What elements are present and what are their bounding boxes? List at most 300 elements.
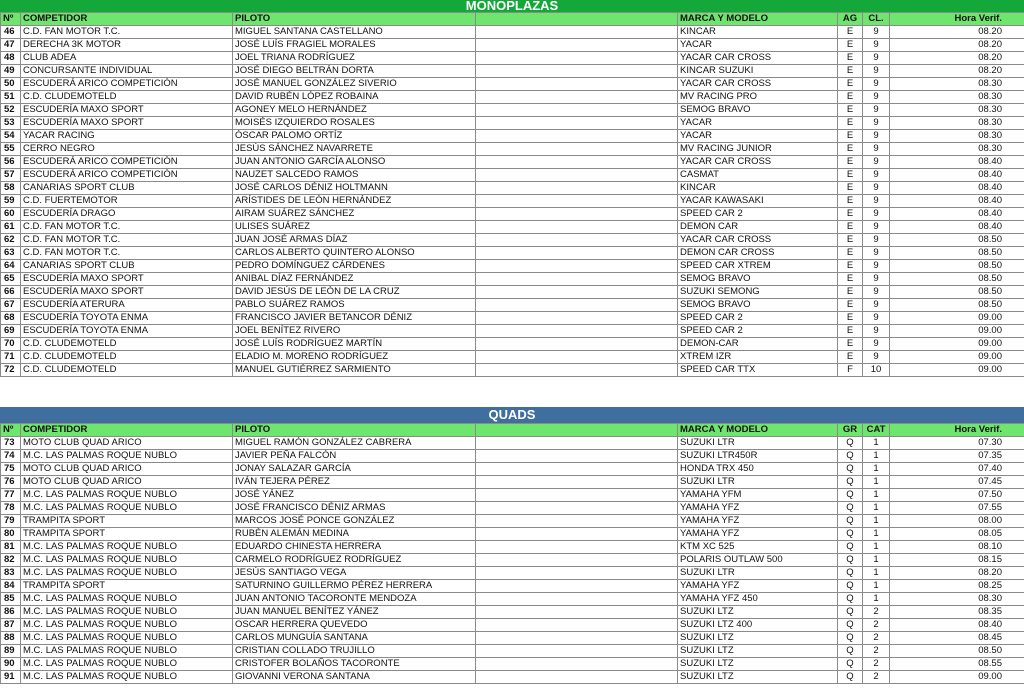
table-row: [1, 182, 1024, 195]
cell-marca: KTM XC 525: [678, 541, 838, 554]
cell-piloto: JUAN JOSÉ ARMAS DÍAZ: [233, 234, 476, 247]
cell-number: 62: [1, 234, 21, 247]
cell-piloto: DAVID RUBÉN LÓPEZ ROBAINA: [233, 91, 476, 104]
cell-marca: YACAR CAR CROSS: [678, 156, 838, 169]
table-row: [1, 234, 1024, 247]
cell-number: 85: [1, 593, 21, 606]
cell-class: 2: [863, 619, 890, 632]
cell-blank: [476, 671, 678, 684]
cell-hora: 08.40: [890, 169, 1024, 182]
cell-competidor: M.C. LAS PALMAS ROQUE NUBLO: [21, 606, 233, 619]
cell-number: 58: [1, 182, 21, 195]
cell-group: Q: [838, 476, 863, 489]
cell-marca: SPEED CAR TTX: [678, 364, 838, 377]
cell-blank: [476, 299, 678, 312]
cell-competidor: C.D. FAN MOTOR T.C.: [21, 221, 233, 234]
cell-hora: 07.50: [890, 489, 1024, 502]
cell-class: 9: [863, 325, 890, 338]
cell-competidor: CERRO NEGRO: [21, 143, 233, 156]
cell-class: 9: [863, 26, 890, 39]
cell-hora: 09.00: [890, 312, 1024, 325]
cell-hora: 08.50: [890, 247, 1024, 260]
cell-class: 9: [863, 351, 890, 364]
cell-blank: [476, 182, 678, 195]
cell-competidor: CANARIAS SPORT CLUB: [21, 182, 233, 195]
cell-competidor: DERECHA 3K MOTOR: [21, 39, 233, 52]
cell-piloto: JOSÉ LUÍS FRAGIEL MORALES: [233, 39, 476, 52]
cell-hora: 08.10: [890, 541, 1024, 554]
cell-hora: 07.35: [890, 450, 1024, 463]
cell-class: 1: [863, 593, 890, 606]
cell-number: 89: [1, 645, 21, 658]
cell-competidor: ESCUDERÍA MAXO SPORT: [21, 104, 233, 117]
header-number: Nº: [1, 424, 21, 437]
cell-blank: [476, 143, 678, 156]
cell-blank: [476, 104, 678, 117]
table-row: [1, 273, 1024, 286]
cell-competidor: M.C. LAS PALMAS ROQUE NUBLO: [21, 450, 233, 463]
cell-competidor: M.C. LAS PALMAS ROQUE NUBLO: [21, 541, 233, 554]
header-ag: AG: [838, 13, 863, 26]
cell-marca: MV RACING PRO: [678, 91, 838, 104]
cell-marca: SPEED CAR XTREM: [678, 260, 838, 273]
table-row: [1, 463, 1024, 476]
cell-hora: 08.20: [890, 26, 1024, 39]
cell-piloto: DAVID JESÚS DE LEÓN DE LA CRUZ: [233, 286, 476, 299]
cell-competidor: C.D. FAN MOTOR T.C.: [21, 26, 233, 39]
cell-competidor: TRAMPITA SPORT: [21, 515, 233, 528]
cell-blank: [476, 541, 678, 554]
cell-number: 60: [1, 208, 21, 221]
cell-number: 61: [1, 221, 21, 234]
table-row: [1, 247, 1024, 260]
cell-blank: [476, 658, 678, 671]
cell-class: 1: [863, 450, 890, 463]
cell-hora: 08.40: [890, 182, 1024, 195]
cell-hora: 08.50: [890, 645, 1024, 658]
cell-class: 2: [863, 645, 890, 658]
cell-competidor: M.C. LAS PALMAS ROQUE NUBLO: [21, 671, 233, 684]
cell-piloto: CRISTIAN COLLADO TRUJILLO: [233, 645, 476, 658]
cell-piloto: ARÍSTIDES DE LEÓN HERNÁNDEZ: [233, 195, 476, 208]
table-row: [1, 130, 1024, 143]
cell-group: E: [838, 195, 863, 208]
cell-blank: [476, 645, 678, 658]
header-blank: [476, 424, 678, 437]
table-row: [1, 39, 1024, 52]
cell-blank: [476, 65, 678, 78]
cell-piloto: PABLO SUÁREZ RAMOS: [233, 299, 476, 312]
cell-competidor: MOTO CLUB QUAD ARICO: [21, 437, 233, 450]
cell-number: 69: [1, 325, 21, 338]
table-row: [1, 156, 1024, 169]
table-row: [1, 91, 1024, 104]
cell-marca: YACAR CAR CROSS: [678, 78, 838, 91]
cell-competidor: CLUB ADEA: [21, 52, 233, 65]
cell-piloto: JOSÉ FRANCISCO DÉNIZ ARMAS: [233, 502, 476, 515]
cell-blank: [476, 450, 678, 463]
cell-competidor: C.D. CLUDEMOTELD: [21, 351, 233, 364]
cell-class: 9: [863, 299, 890, 312]
cell-piloto: IVÁN TEJERA PÉREZ: [233, 476, 476, 489]
cell-piloto: NAUZET SALCEDO RAMOS: [233, 169, 476, 182]
cell-class: 9: [863, 143, 890, 156]
cell-hora: 08.55: [890, 658, 1024, 671]
cell-number: 46: [1, 26, 21, 39]
cell-piloto: JOSÉ MANUEL GONZÁLEZ SIVERIO: [233, 78, 476, 91]
cell-number: 82: [1, 554, 21, 567]
cell-group: E: [838, 65, 863, 78]
cell-group: E: [838, 338, 863, 351]
cell-number: 47: [1, 39, 21, 52]
cell-piloto: MARCOS JOSÉ PONCE GONZÁLEZ: [233, 515, 476, 528]
cell-marca: DEMON CAR CROSS: [678, 247, 838, 260]
cell-hora: 07.45: [890, 476, 1024, 489]
cell-hora: 08.40: [890, 221, 1024, 234]
cell-piloto: CRISTOFER BOLAÑOS TACORONTE: [233, 658, 476, 671]
cell-group: E: [838, 234, 863, 247]
cell-group: E: [838, 39, 863, 52]
cell-competidor: M.C. LAS PALMAS ROQUE NUBLO: [21, 502, 233, 515]
cell-piloto: CARLOS MUNGUÍA SANTANA: [233, 632, 476, 645]
cell-competidor: M.C. LAS PALMAS ROQUE NUBLO: [21, 658, 233, 671]
table-row: [1, 143, 1024, 156]
table-header-row: [1, 424, 1024, 437]
cell-piloto: JOSÉ DIEGO BELTRÁN DORTA: [233, 65, 476, 78]
cell-hora: 09.00: [890, 325, 1024, 338]
cell-marca: XTREM IZR: [678, 351, 838, 364]
cell-number: 48: [1, 52, 21, 65]
cell-marca: YAMAHA YFZ: [678, 502, 838, 515]
cell-piloto: MIGUEL SANTANA CASTELLANO: [233, 26, 476, 39]
cell-piloto: FRANCISCO JAVIER BETANCOR DÉNIZ: [233, 312, 476, 325]
cell-hora: 08.20: [890, 52, 1024, 65]
cell-marca: SPEED CAR 2: [678, 208, 838, 221]
cell-class: 1: [863, 476, 890, 489]
cell-marca: YACAR CAR CROSS: [678, 52, 838, 65]
cell-number: 49: [1, 65, 21, 78]
cell-number: 70: [1, 338, 21, 351]
cell-group: Q: [838, 645, 863, 658]
cell-group: E: [838, 299, 863, 312]
cell-class: 9: [863, 39, 890, 52]
cell-group: E: [838, 325, 863, 338]
table-row: [1, 593, 1024, 606]
cell-piloto: CARMELO RODRÍGUEZ RODRÍGUEZ: [233, 554, 476, 567]
cell-blank: [476, 463, 678, 476]
cell-number: 73: [1, 437, 21, 450]
cell-number: 71: [1, 351, 21, 364]
cell-marca: SUZUKI SEMONG: [678, 286, 838, 299]
cell-blank: [476, 39, 678, 52]
cell-marca: HONDA TRX 450: [678, 463, 838, 476]
cell-blank: [476, 325, 678, 338]
cell-piloto: JOEL TRIANA RODRÍGUEZ: [233, 52, 476, 65]
cell-marca: SUZUKI LTZ: [678, 606, 838, 619]
cell-marca: CASMAT: [678, 169, 838, 182]
table-row: [1, 325, 1024, 338]
cell-competidor: CONCURSANTE INDIVIDUAL: [21, 65, 233, 78]
cell-class: 9: [863, 221, 890, 234]
cell-class: 1: [863, 580, 890, 593]
cell-competidor: M.C. LAS PALMAS ROQUE NUBLO: [21, 489, 233, 502]
cell-piloto: SATURNINO GUILLERMO PÉREZ HERRERA: [233, 580, 476, 593]
cell-hora: 08.40: [890, 208, 1024, 221]
cell-hora: 08.45: [890, 632, 1024, 645]
cell-competidor: M.C. LAS PALMAS ROQUE NUBLO: [21, 632, 233, 645]
cell-hora: 08.50: [890, 260, 1024, 273]
table-row: [1, 671, 1024, 684]
cell-competidor: MOTO CLUB QUAD ARICO: [21, 476, 233, 489]
cell-number: 81: [1, 541, 21, 554]
cell-blank: [476, 580, 678, 593]
header-piloto: PILOTO: [233, 424, 476, 437]
cell-hora: 08.30: [890, 91, 1024, 104]
cell-competidor: ESCUDERÁ ARICO COMPETICIÓN: [21, 156, 233, 169]
cell-hora: 08.30: [890, 130, 1024, 143]
cell-blank: [476, 338, 678, 351]
cell-piloto: JUAN ANTONIO GARCÍA ALONSO: [233, 156, 476, 169]
header-hora: Hora Verif.: [890, 13, 1024, 26]
cell-group: E: [838, 221, 863, 234]
cell-hora: 08.20: [890, 65, 1024, 78]
header-competidor: COMPETIDOR: [21, 424, 233, 437]
cell-class: 1: [863, 567, 890, 580]
cell-group: Q: [838, 658, 863, 671]
cell-blank: [476, 476, 678, 489]
cell-group: Q: [838, 554, 863, 567]
cell-competidor: ESCUDERÁ ARICO COMPETICIÓN: [21, 78, 233, 91]
cell-class: 2: [863, 671, 890, 684]
table-row: [1, 208, 1024, 221]
cell-marca: YAMAHA YFZ: [678, 580, 838, 593]
cell-piloto: AGONEY MELO HERNÁNDEZ: [233, 104, 476, 117]
cell-group: E: [838, 143, 863, 156]
cell-class: 1: [863, 489, 890, 502]
cell-class: 9: [863, 234, 890, 247]
cell-marca: SEMOG BRAVO: [678, 273, 838, 286]
cell-marca: DEMON-CAR: [678, 338, 838, 351]
cell-class: 1: [863, 502, 890, 515]
cell-blank: [476, 26, 678, 39]
cell-group: E: [838, 351, 863, 364]
cell-number: 75: [1, 463, 21, 476]
cell-group: Q: [838, 489, 863, 502]
table-row: [1, 489, 1024, 502]
table-row: [1, 541, 1024, 554]
cell-hora: 09.00: [890, 338, 1024, 351]
cell-marca: SUZUKI LTR450R: [678, 450, 838, 463]
cell-marca: YACAR CAR CROSS: [678, 234, 838, 247]
cell-class: 1: [863, 463, 890, 476]
table-header-row: [1, 13, 1024, 26]
cell-piloto: JAVIER PEÑA FALCÓN: [233, 450, 476, 463]
cell-group: Q: [838, 580, 863, 593]
cell-piloto: OSCAR HERRERA QUEVEDO: [233, 619, 476, 632]
cell-competidor: C.D. CLUDEMOTELD: [21, 338, 233, 351]
cell-competidor: C.D. FAN MOTOR T.C.: [21, 234, 233, 247]
cell-competidor: C.D. FUERTEMOTOR: [21, 195, 233, 208]
cell-number: 63: [1, 247, 21, 260]
cell-blank: [476, 169, 678, 182]
header-cat: CAT: [863, 424, 890, 437]
cell-blank: [476, 606, 678, 619]
header-cl: CL.: [863, 13, 890, 26]
cell-blank: [476, 234, 678, 247]
cell-blank: [476, 554, 678, 567]
cell-class: 2: [863, 606, 890, 619]
cell-marca: YACAR: [678, 117, 838, 130]
cell-competidor: M.C. LAS PALMAS ROQUE NUBLO: [21, 554, 233, 567]
cell-class: 9: [863, 338, 890, 351]
monoplazas-rows: [1, 26, 1024, 377]
cell-number: 86: [1, 606, 21, 619]
cell-group: Q: [838, 593, 863, 606]
cell-competidor: ESCUDERÍA TOYOTA ENMA: [21, 312, 233, 325]
cell-hora: 08.30: [890, 78, 1024, 91]
cell-group: Q: [838, 671, 863, 684]
cell-group: E: [838, 273, 863, 286]
cell-number: 55: [1, 143, 21, 156]
cell-marca: SUZUKI LTZ: [678, 632, 838, 645]
cell-marca: YACAR: [678, 39, 838, 52]
monoplazas-table: [0, 12, 1024, 377]
cell-group: E: [838, 247, 863, 260]
table-row: [1, 502, 1024, 515]
cell-marca: SUZUKI LTZ 400: [678, 619, 838, 632]
cell-piloto: MOISÉS IZQUIERDO ROSALES: [233, 117, 476, 130]
cell-hora: 08.40: [890, 156, 1024, 169]
cell-number: 51: [1, 91, 21, 104]
cell-class: 9: [863, 182, 890, 195]
cell-competidor: M.C. LAS PALMAS ROQUE NUBLO: [21, 619, 233, 632]
cell-group: E: [838, 78, 863, 91]
cell-hora: 08.30: [890, 143, 1024, 156]
cell-hora: 07.30: [890, 437, 1024, 450]
cell-group: E: [838, 117, 863, 130]
cell-piloto: JOSÉ LUÍS RODRÍGUEZ MARTÍN: [233, 338, 476, 351]
table-row: [1, 364, 1024, 377]
cell-hora: 08.40: [890, 195, 1024, 208]
cell-piloto: ÓSCAR PALOMO ORTÍZ: [233, 130, 476, 143]
cell-hora: 08.50: [890, 286, 1024, 299]
cell-class: 1: [863, 554, 890, 567]
cell-number: 67: [1, 299, 21, 312]
cell-number: 78: [1, 502, 21, 515]
cell-class: 1: [863, 528, 890, 541]
cell-blank: [476, 489, 678, 502]
cell-marca: SUZUKI LTR: [678, 567, 838, 580]
cell-class: 9: [863, 156, 890, 169]
cell-hora: 08.15: [890, 554, 1024, 567]
cell-blank: [476, 286, 678, 299]
cell-piloto: JOSÉ YÁNEZ: [233, 489, 476, 502]
table-row: [1, 104, 1024, 117]
table-row: [1, 169, 1024, 182]
table-row: [1, 619, 1024, 632]
table-row: [1, 476, 1024, 489]
cell-marca: SPEED CAR 2: [678, 312, 838, 325]
cell-blank: [476, 247, 678, 260]
cell-marca: SUZUKI LTZ: [678, 658, 838, 671]
cell-number: 54: [1, 130, 21, 143]
table-row: [1, 351, 1024, 364]
cell-group: Q: [838, 541, 863, 554]
cell-group: E: [838, 91, 863, 104]
cell-piloto: PEDRO DOMÍNGUEZ CÁRDENES: [233, 260, 476, 273]
cell-piloto: JESÚS SÁNCHEZ NAVARRETE: [233, 143, 476, 156]
cell-marca: YACAR KAWASAKI: [678, 195, 838, 208]
cell-competidor: MOTO CLUB QUAD ARICO: [21, 463, 233, 476]
cell-class: 10: [863, 364, 890, 377]
table-row: [1, 260, 1024, 273]
header-marca: MARCA Y MODELO: [678, 424, 838, 437]
table-row: [1, 645, 1024, 658]
cell-competidor: ESCUDERÍA MAXO SPORT: [21, 286, 233, 299]
cell-number: 80: [1, 528, 21, 541]
cell-competidor: YACAR RACING: [21, 130, 233, 143]
cell-group: E: [838, 286, 863, 299]
cell-hora: 08.20: [890, 567, 1024, 580]
table-row: [1, 554, 1024, 567]
cell-class: 9: [863, 195, 890, 208]
cell-hora: 09.00: [890, 364, 1024, 377]
cell-hora: 08.50: [890, 234, 1024, 247]
cell-class: 1: [863, 515, 890, 528]
cell-hora: 07.40: [890, 463, 1024, 476]
cell-piloto: JOSÉ CARLOS DÉNIZ HOLTMANN: [233, 182, 476, 195]
table-row: [1, 195, 1024, 208]
table-row: [1, 658, 1024, 671]
cell-group: Q: [838, 567, 863, 580]
section-title-quads: QUADS: [0, 407, 1024, 423]
cell-group: E: [838, 156, 863, 169]
table-row: [1, 567, 1024, 580]
section-title-monoplazas: MONOPLAZAS: [0, 0, 1024, 12]
cell-group: E: [838, 52, 863, 65]
cell-blank: [476, 502, 678, 515]
cell-competidor: C.D. FAN MOTOR T.C.: [21, 247, 233, 260]
cell-class: 9: [863, 286, 890, 299]
cell-blank: [476, 52, 678, 65]
cell-hora: 07.55: [890, 502, 1024, 515]
cell-blank: [476, 619, 678, 632]
cell-blank: [476, 312, 678, 325]
cell-blank: [476, 156, 678, 169]
cell-marca: SEMOG BRAVO: [678, 104, 838, 117]
cell-number: 90: [1, 658, 21, 671]
cell-number: 68: [1, 312, 21, 325]
table-row: [1, 312, 1024, 325]
cell-number: 59: [1, 195, 21, 208]
header-competidor: COMPETIDOR: [21, 13, 233, 26]
cell-number: 91: [1, 671, 21, 684]
cell-number: 56: [1, 156, 21, 169]
cell-competidor: ESCUDERÍA DRAGO: [21, 208, 233, 221]
cell-marca: SUZUKI LTZ: [678, 671, 838, 684]
cell-class: 9: [863, 273, 890, 286]
cell-competidor: CANARIAS SPORT CLUB: [21, 260, 233, 273]
cell-competidor: ESCUDERÍA MAXO SPORT: [21, 273, 233, 286]
cell-group: E: [838, 312, 863, 325]
cell-piloto: ULISES SUÁREZ: [233, 221, 476, 234]
cell-marca: POLARIS OUTLAW 500: [678, 554, 838, 567]
cell-class: 9: [863, 52, 890, 65]
cell-group: E: [838, 208, 863, 221]
cell-competidor: M.C. LAS PALMAS ROQUE NUBLO: [21, 567, 233, 580]
cell-piloto: JUAN ANTONIO TACORONTE MENDOZA: [233, 593, 476, 606]
cell-blank: [476, 567, 678, 580]
